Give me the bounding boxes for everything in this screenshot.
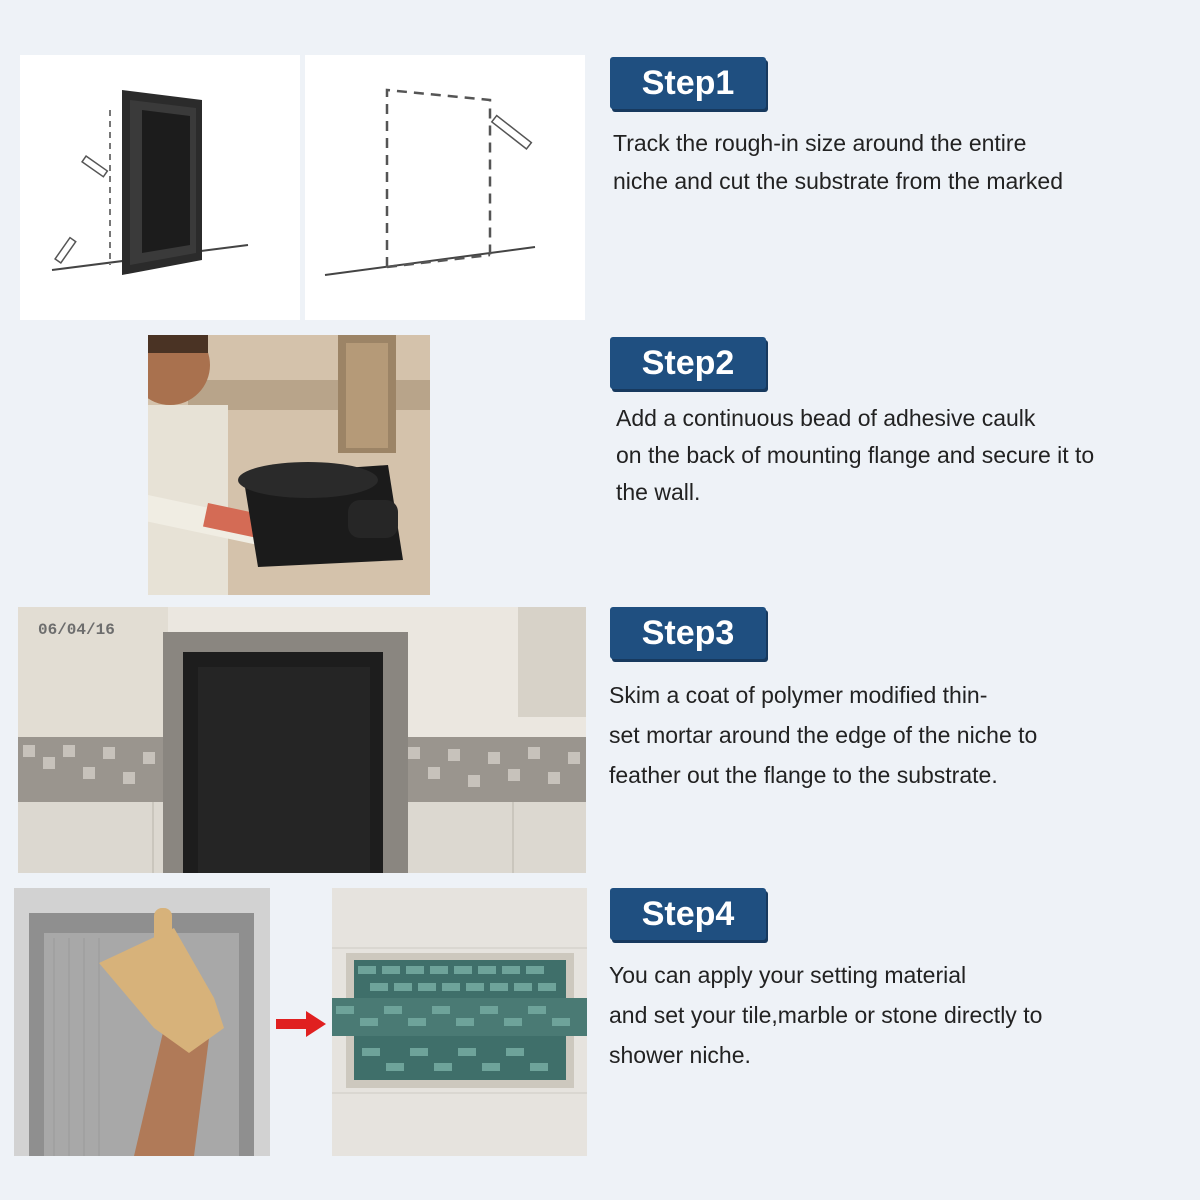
step4-description: You can apply your setting material and set your tile,marble or stone directly to shower niche. [609,962,1043,1068]
step3-badge: Step3 [610,607,766,659]
step2-description: Add a continuous bead of adhesive caulk on the back of mounting flange and secure it to the wall. [616,405,1095,505]
date-stamp: 06/04/16 [38,621,115,639]
step4-photo-applying [14,888,270,1156]
step4-badge: Step4 [610,888,766,940]
step1-description: Track the rough-in size around the entire niche and cut the substrate from the marked [613,130,1064,194]
step2-badge: Step2 [610,337,766,389]
step1-badge: Step1 [610,57,766,109]
red-right-arrow [276,1011,326,1037]
step1-diagram-cutout [305,55,585,320]
step4-photo-finished-tile [332,888,587,1156]
step1-diagram-niche [20,55,300,320]
step2-photo-caulking [148,335,430,595]
step3-description: Skim a coat of polymer modified thin- set mortar around the edge of the niche to feather out the flange to the substrate. [609,682,1038,788]
step3-photo-mortar [18,607,586,873]
